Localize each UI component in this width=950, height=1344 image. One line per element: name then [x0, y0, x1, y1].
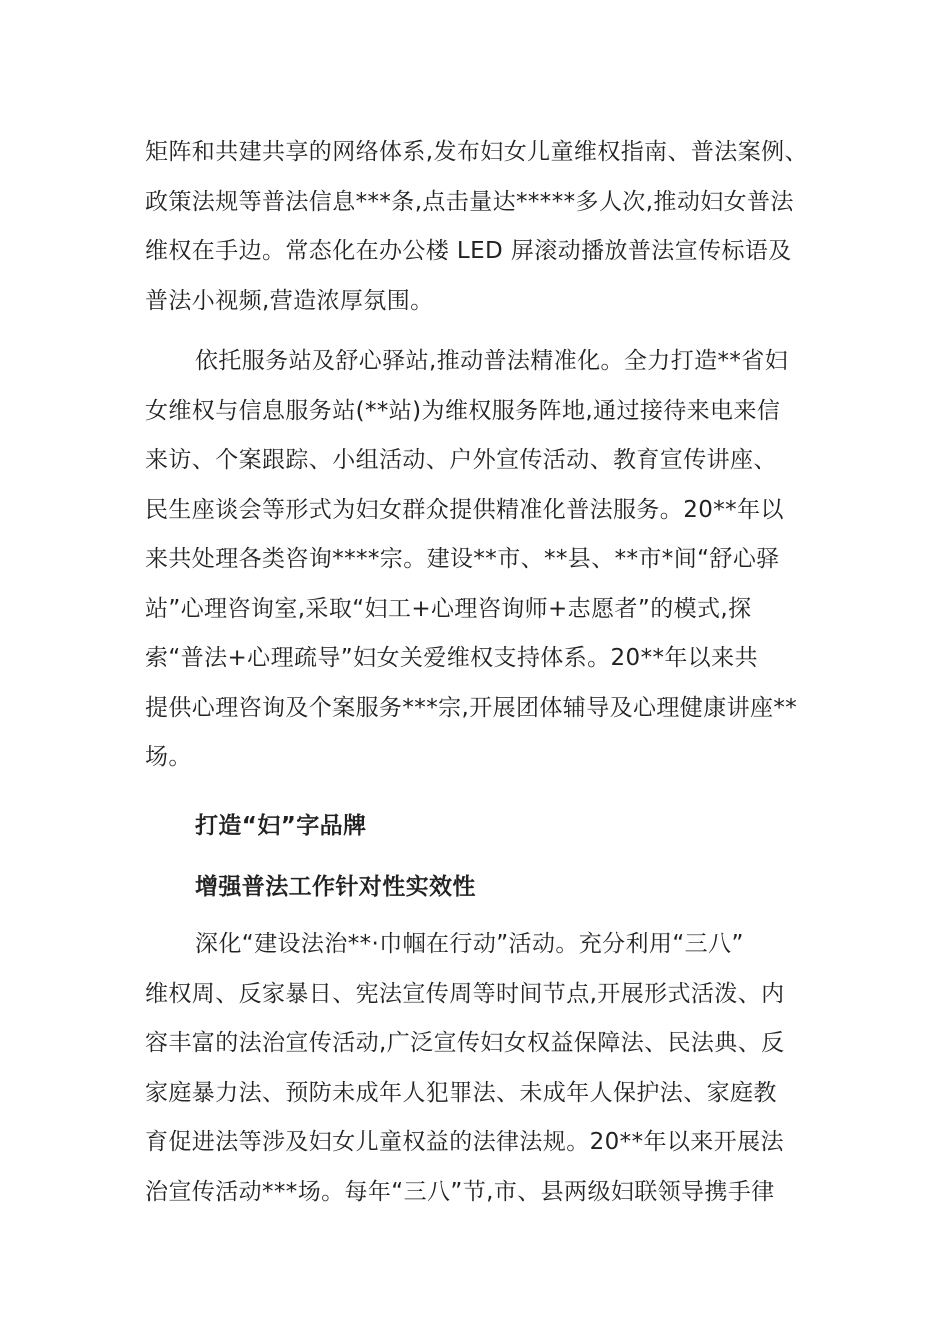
paragraph-line: 站”心理咨询室,采取“妇工+心理咨询师+志愿者”的模式,探 [145, 595, 752, 622]
paragraph-line: 维权周、反家暴日、宪法宣传周等时间节点,开展形式活泼、内 [145, 980, 785, 1007]
section-heading: 增强普法工作针对性实效性 [195, 874, 476, 900]
paragraph-line: 家庭暴力法、预防未成年人犯罪法、未成年人保护法、家庭教 [145, 1079, 777, 1106]
paragraph-line: 深化“建设法治**·巾帼在行动”活动。充分利用“三八” [195, 931, 744, 957]
paragraph-line: 场。 [145, 744, 192, 770]
paragraph-line: 维权在手边。常态化在办公楼 LED 屏滚动播放普法宣传标语及 [145, 238, 792, 264]
paragraph-line: 民生座谈会等形式为妇女群众提供精准化普法服务。20**年以 [145, 496, 784, 523]
paragraph-line: 来共处理各类咨询****宗。建设**市、**县、**市*间“舒心驿 [145, 546, 780, 572]
paragraph-line: 矩阵和共建共享的网络体系,发布妇女儿童维权指南、普法案例、 [145, 139, 808, 165]
paragraph-3 [145, 920, 810, 1217]
paragraph-1 [145, 128, 810, 326]
paragraph-line: 政策法规等普法信息***条,点击量达*****多人次,推动妇女普法 [145, 188, 794, 215]
section-heading: 打造“妇”字品牌 [195, 813, 367, 839]
paragraph-line: 女维权与信息服务站(**站)为维权服务阵地,通过接待来电来信 [145, 397, 781, 424]
paragraph-line: 索“普法+心理疏导”妇女关爱维权支持体系。20**年以来共 [145, 645, 758, 671]
paragraph-line: 育促进法等涉及妇女儿童权益的法律法规。20**年以来开展法 [145, 1129, 784, 1155]
paragraph-2 [145, 337, 810, 783]
paragraph-line: 提供心理咨询及个案服务***宗,开展团体辅导及心理健康讲座** [145, 694, 798, 721]
paragraph-line: 容丰富的法治宣传活动,广泛宣传妇女权益保障法、民法典、反 [145, 1030, 785, 1056]
paragraph-line: 依托服务站及舒心驿站,推动普法精准化。全力打造**省妇 [195, 348, 789, 374]
headings [145, 796, 810, 918]
paragraph-line: 来访、个案跟踪、小组活动、户外宣传活动、教育宣传讲座、 [145, 447, 777, 473]
paragraph-line: 治宣传活动***场。每年“三八”节,市、县两级妇联领导携手律 [145, 1178, 775, 1205]
paragraph-line: 普法小视频,营造浓厚氛围。 [145, 287, 434, 314]
